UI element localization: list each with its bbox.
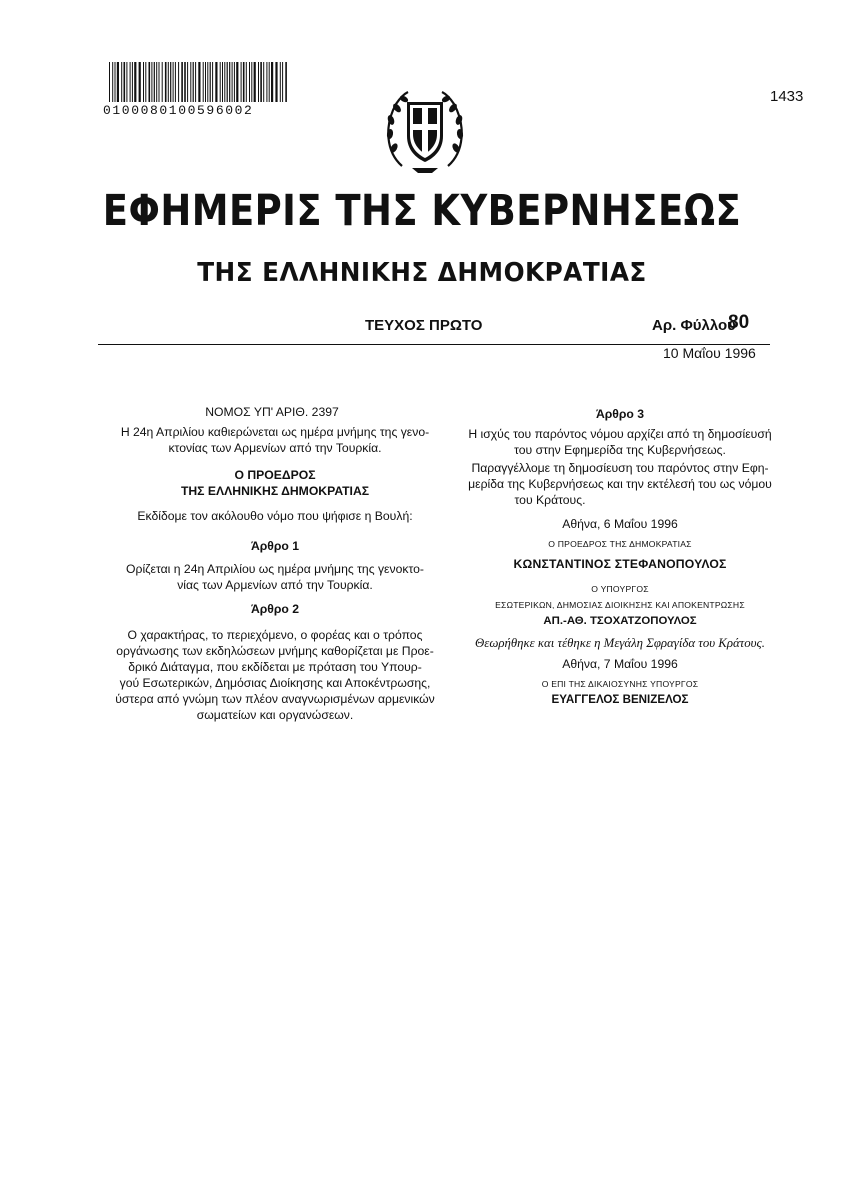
barcode — [108, 62, 290, 102]
place-date: Αθήνα, 6 Μαΐου 1996 — [562, 517, 678, 531]
barcode-bar — [215, 62, 217, 102]
issue-label: Αρ. Φύλλου — [652, 317, 736, 334]
barcode-bar — [130, 62, 131, 102]
law-summary-line: κτονίας των Αρμενίων από την Τουρκία. — [168, 441, 382, 455]
barcode-bar — [258, 62, 259, 102]
gazette-title: ΕΦΗΜΕΡΙΣ ΤΗΣ ΚΥΒΕΡΝΗΣΕΩΣ — [102, 186, 742, 236]
barcode-bar — [205, 62, 206, 102]
barcode-bar — [241, 62, 242, 102]
barcode-bar — [207, 62, 208, 102]
justice-minister-title: Ο ΕΠΙ ΤΗΣ ΔΙΚΑΙΟΣΥΝΗΣ ΥΠΟΥΡΓΟΣ — [541, 679, 699, 689]
issue-number: 80 — [728, 312, 750, 333]
article-3-line: Η ισχύς του παρόντος νόμου αρχίζει από τη δημοσίευσή — [468, 427, 772, 441]
barcode-bar — [126, 62, 127, 102]
publication-order-line: του Κράτους. — [514, 493, 586, 507]
barcode-bar — [232, 62, 233, 102]
barcode-bar — [175, 62, 176, 102]
barcode-bar — [249, 62, 250, 102]
place-date: Αθήνα, 7 Μαΐου 1996 — [562, 657, 678, 671]
barcode-number: 0100080100596002 — [103, 103, 254, 118]
article-2-line: δρικό Διάταγμα, που εκδίδεται με πρόταση του Υπουρ- — [128, 660, 422, 674]
publication-order-line: Παραγγέλλομε τη δημοσίευση του παρόντος στην Εφη- — [471, 461, 769, 475]
barcode-bar — [178, 62, 179, 102]
president-title: Ο ΠΡΟΕΔΡΟΣ ΤΗΣ ΔΗΜΟΚΡΑΤΙΑΣ — [548, 539, 692, 549]
barcode-bar — [222, 62, 223, 102]
barcode-bar — [154, 62, 155, 102]
barcode-bar — [134, 62, 136, 102]
barcode-bar — [165, 62, 167, 102]
barcode-bar — [162, 62, 163, 102]
barcode-bar — [254, 62, 256, 102]
barcode-bar — [145, 62, 146, 102]
barcode-bar — [181, 62, 183, 102]
barcode-bar — [149, 62, 151, 102]
article-2-line: οργάνωσης των εκδηλώσεων μνήμης καθορίζεται με Προε- — [116, 644, 434, 658]
article-1-line: νίας των Αρμενίων από την Τουρκία. — [177, 578, 373, 592]
greek-coat-of-arms-emblem — [382, 86, 468, 176]
barcode-bar — [266, 62, 267, 102]
barcode-bar — [121, 62, 122, 102]
article-2-line: σωματείων και οργανώσεων. — [196, 708, 354, 722]
barcode-bar — [280, 62, 281, 102]
barcode-bar — [184, 62, 186, 102]
barcode-bar — [156, 62, 157, 102]
issue-series: ΤΕΥΧΟΣ ΠΡΩΤΟ — [365, 317, 483, 334]
article-3-line: του στην Εφημερίδα της Κυβερνήσεως. — [514, 443, 726, 457]
barcode-bar — [212, 62, 213, 102]
article-2-line: ύστερα από γνώμη των πλέον αναγνωρισμένων αρμενικών — [115, 692, 435, 706]
barcode-bar — [170, 62, 171, 102]
barcode-bar — [115, 62, 116, 102]
barcode-bar — [168, 62, 169, 102]
barcode-bar — [251, 62, 252, 102]
article-2-line: Ο χαρακτήρας, το περιεχόμενο, ο φορέας και ο τρόπος — [127, 628, 423, 642]
barcode-bar — [227, 62, 228, 102]
article-3-heading: Άρθρο 3 — [595, 407, 645, 421]
seal-note: Θεωρήθηκε και τέθηκε η Μεγάλη Σφραγίδα του Κράτους. — [475, 636, 765, 650]
barcode-bar — [229, 62, 230, 102]
right-column — [451, 404, 789, 708]
publication-order-line: μερίδα της Κυβερνήσεως και την εκτέλεσή του ως νόμου — [468, 477, 772, 491]
barcode-bar — [151, 62, 152, 102]
page-number: 1433 — [770, 88, 804, 105]
barcode-bar — [187, 62, 188, 102]
barcode-bar — [190, 62, 191, 102]
barcode-bar — [195, 62, 196, 102]
barcode-bar — [193, 62, 194, 102]
barcode-bar — [275, 62, 277, 102]
barcode-bar — [124, 62, 126, 102]
minister-name: ΑΠ.-ΑΘ. ΤΣΟΧΑΤΖΟΠΟΥΛΟΣ — [543, 615, 697, 627]
barcode-bar — [139, 62, 141, 102]
barcode-bar — [203, 62, 204, 102]
law-summary-line: Η 24η Απριλίου καθιερώνεται ως ημέρα μνήμης της γενο- — [120, 425, 430, 439]
minister-title: Ο ΥΠΟΥΡΓΟΣ — [591, 584, 649, 594]
president-heading: ΤΗΣ ΕΛΛΗΝΙΚΗΣ ΔΗΜΟΚΡΑΤΙΑΣ — [180, 484, 370, 498]
president-name: ΚΩΝΣΤΑΝΤΙΝΟΣ ΣΤΕΦΑΝΟΠΟΥΛΟΣ — [513, 557, 727, 571]
article-1-line: Ορίζεται η 24η Απριλίου ως ημέρα μνήμης της γενοκτο- — [126, 562, 424, 576]
barcode-bar — [260, 62, 262, 102]
barcode-bar — [269, 62, 270, 102]
barcode-bar — [263, 62, 264, 102]
barcode-bar — [246, 62, 247, 102]
barcode-bar — [285, 62, 287, 102]
gazette-subtitle: ΤΗΣ ΕΛΛΗΝΙΚΗΣ ΔΗΜΟΚΡΑΤΙΑΣ — [197, 258, 647, 288]
barcode-bar — [220, 62, 221, 102]
barcode-bar — [132, 62, 133, 102]
barcode-bar — [210, 62, 211, 102]
left-column — [106, 404, 444, 723]
issue-date: 10 Μαΐου 1996 — [663, 345, 756, 361]
barcode-bar — [224, 62, 225, 102]
president-heading: Ο ΠΡΟΕΔΡΟΣ — [234, 468, 316, 482]
minister-title: ΕΣΩΤΕΡΙΚΩΝ, ΔΗΜΟΣΙΑΣ ΔΙΟΙΚΗΣΗΣ ΚΑΙ ΑΠΟΚΕΝΤΡΩΣΗΣ — [495, 600, 745, 610]
barcode-bar — [143, 62, 144, 102]
barcode-bar — [234, 62, 235, 102]
article-2-line: γού Εσωτερικών, Δημόσιας Διοίκησης και Αποκέντρωσης, — [119, 676, 431, 690]
barcode-bar — [159, 62, 160, 102]
barcode-bar — [243, 62, 245, 102]
article-1-heading: Άρθρο 1 — [250, 539, 300, 553]
law-title: ΝΟΜΟΣ ΥΠ' ΑΡΙΘ. 2397 — [205, 405, 339, 419]
article-2-heading: Άρθρο 2 — [250, 602, 300, 616]
barcode-bar — [117, 62, 119, 102]
barcode-bar — [112, 62, 113, 102]
promulgation-text: Εκδίδομε τον ακόλουθο νόμο που ψήφισε η Βουλή: — [137, 509, 413, 523]
barcode-bar — [173, 62, 174, 102]
justice-minister-name: ΕΥΑΓΓΕΛΟΣ ΒΕΝΙΖΕΛΟΣ — [551, 693, 689, 706]
barcode-bar — [271, 62, 273, 102]
barcode-bar — [109, 62, 110, 102]
barcode-bar — [236, 62, 238, 102]
barcode-bar — [282, 62, 283, 102]
barcode-bar — [198, 62, 200, 102]
